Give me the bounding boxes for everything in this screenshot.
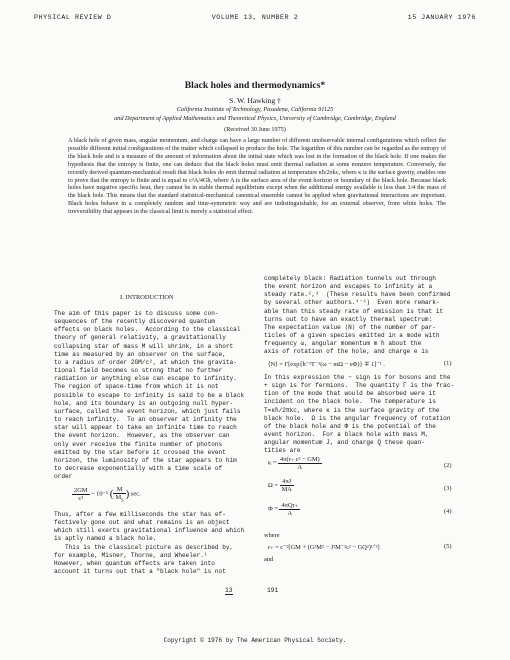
affiliation-cambridge: and Department of Applied Mathematics and Theoretical Physics, University of Cambridge, Cambridge, England (114, 115, 396, 122)
page-number: 191 (267, 587, 279, 594)
intro-paragraph-1: The aim of this paper is to discuss some con- sequences of the recently discovered quantum effects on black holes. According to the classical theory of general relativity, a gravitationally collapsing star of mass M will shrink, in a short time as measured by an observer on the surface, to a radius of order 2GM/c², at which the gravita- tional field becomes so strong that no further radiation or anything else can escape to infinity. The region of space-time from which it is not possible to escape to infinity is said to be a black hole, and its boundary is an outgoing null hyper- surface, called the event horizon, which just fails to reach infinity. To an observer at infinity the star will appear to take an infinite time to reach the event horizon. However, as the observer can only ever receive the finite number of photons emitted by the star before it crossed the event horizon, the luminosity of the star appears to him to decrease exponentially with a time scale of order (54, 310, 245, 481)
equation-2: κ = $\frac{\text{4π(r₊ c² − GM)}}{A}$ (268, 456, 320, 471)
affiliation-caltech: California Institute of Technology, Pasadena, California 91125 (176, 106, 334, 113)
equation-5: r₊ = c⁻²[GM + (G²M² − J²M⁻²c² − GQ²)¹ᐟ²] (268, 544, 380, 551)
issue-date: 15 JANUARY 1976 (407, 14, 476, 21)
right-paragraph-1: completely black: Radiation tunnels out through the event horizon and escapes to infinity at a steady rate.²,³ (These results have been confirmed by several other authors.⁴⁻⁶) Even more remark- able than this steady rate of emission is that it turns out to have an exactly thermal spectrum: The expectation value ⟨N⟩ of the number of par- ticles of a given species emitted in a mode with frequency ω, angular momentum m ħ about the axis of rotation of the hole, and charge e is (264, 275, 451, 356)
journal-name: PHYSICAL REVIEW D (34, 14, 112, 21)
section-heading: I. INTRODUCTION (120, 294, 174, 301)
volume-number: VOLUME 13, NUMBER 2 (211, 14, 299, 21)
intro-paragraph-2: Thus, after a few milliseconds the star has ef- fectively gone out and what remains is an object which still exerts gravitational influence and which is aptly named a black hole. This is the classical picture as described by, for example, Misner, Thorne, and Wheeler.¹ However, when quantum effects are taken into account it turns out that a "black hole" is not (54, 511, 245, 576)
equation-1-number: (1) (444, 360, 452, 367)
equation-3: Ω = $\frac{4\pi J}{MA}$ (268, 478, 292, 493)
received-date: (Received 30 June 1975) (224, 126, 286, 133)
running-header (34, 14, 476, 26)
abstract: A black hole of given mass, angular momentum, and charge can have a large number of different unobservable internal configurations which reflect the possible different initial configurations of the matter which collapsed to produce the hole. The logarithm of this number can be regarded as the entropy of the black hole and is a measure of the amount of information about the initial state which was lost in the formation of the black hole. If one makes the hypothesis that the entropy is finite, one can deduce that the black holes must emit thermal radiation at some nonzero temperature. Conversely, the recently derived quantum-mechanical result that black holes do emit thermal radiation at temperature κħ/2πkc, where κ is the surface gravity, enables one to prove that the entropy is finite and is equal to c³A/4Għ, where A is the surface area of the event horizon or boundary of the black hole. Because black holes have negative specific heat, they cannot be in stable thermal equilibrium except when the additional energy available is less than 1/4 the mass of the black hole. This means that the standard statistical-mechanical canonical ensemble cannot be applied when gravitational interactions are important. Black holes behave in a completely random and time-symmetric way and are indistinguishable, for an external observer, from white holes. The irreversibility that appears in the classical limit is merely a statistical effect. (68, 138, 446, 216)
equation-2-number: (2) (444, 462, 452, 469)
author-name: S. W. Hawking † (229, 96, 281, 105)
equation-1: ⟨N⟩ = Γ[exp{ħ⁻¹T⁻¹(ω − mΩ − eΦ)} ∓ 1]⁻¹ . (268, 361, 385, 368)
equation-4-number: (4) (444, 508, 452, 515)
time-scale-fraction: $\frac{2GM}{\text{c³}}$ (74, 486, 88, 502)
mass-ratio-fraction: $\frac{M}{M_S}$ (115, 486, 124, 503)
equation-5-number: (5) (444, 543, 452, 550)
equation-time-scale: $\frac{2GM}{\text{c³}}$ ~ 10⁻⁵ ( $\frac{M}{M_S}$ ) sec. (74, 486, 141, 503)
where-label: where (264, 532, 280, 539)
article-title: Black holes and thermodynamics* (184, 80, 326, 91)
volume-page-marker: 13 (225, 587, 233, 594)
and-label: and (264, 556, 274, 563)
copyright-notice: Copyright © 1976 by The American Physical Society. (163, 637, 347, 644)
right-paragraph-2: In this expression the − sign is for bosons and the + sign is for fermions. The quantity Γ is the frac- tion of the mode that would be absorbed were it incident on the black hole. The temperature is T=κħ/2πkc, where κ is the surface gravity of the black hole. Ω is the angular frequency of rotation of the black hole and Φ is the potential of the event horizon. For a black hole with mass M, angular momentum J, and charge Q these quan- tities are (264, 374, 455, 455)
equation-4: Φ = $\frac{\text{4πQr₊}}{A}$ (268, 502, 299, 517)
equation-3-number: (3) (444, 485, 452, 492)
